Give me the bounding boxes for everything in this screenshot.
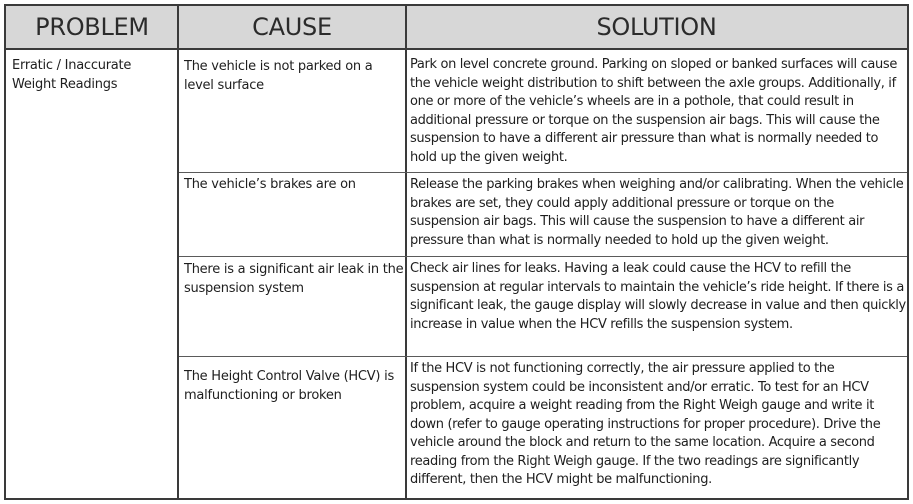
column-divider bbox=[177, 6, 179, 498]
troubleshooting-table bbox=[4, 4, 909, 500]
header-problem: PROBLEM bbox=[6, 6, 178, 50]
row-divider bbox=[179, 356, 907, 357]
cause-cell-3: There is a significant air leak in the suspension system bbox=[184, 262, 404, 296]
solution-cell-4: If the HCV is not functioning correctly, the air pressure applied to the suspension system could be inconsistent and/or erratic. To test for an HCV problem, acquire a weight reading from the Right Weigh gauge and write it down (refer to gauge operating instructions for proper procedure). Drive the vehicle around the block and return to the same location. Acquire a second reading from the Right Weigh gauge. If the two readings are significantly different, then the HCV might be malfunctioning. bbox=[410, 361, 881, 487]
header-cause: CAUSE bbox=[178, 6, 406, 50]
cause-cell-1: The vehicle is not parked on a level surface bbox=[184, 59, 373, 93]
solution-cell-2: Release the parking brakes when weighing and/or calibrating. When the vehicle brakes are set, they could apply additional pressure or torque on the suspension air bags. This will cause the suspension to have a different air pressure than what is normally needed to hold up the given weight. bbox=[410, 177, 904, 248]
column-divider bbox=[405, 6, 407, 498]
cause-cell-2: The vehicle’s brakes are on bbox=[184, 177, 356, 192]
header-solution: SOLUTION bbox=[406, 6, 907, 50]
row-divider bbox=[179, 172, 907, 173]
row-divider bbox=[179, 256, 907, 257]
solution-cell-1: Park on level concrete ground. Parking on sloped or banked surfaces will cause the vehicle weight distribution to shift between the axle groups. Additionally, if one or more of the vehicle’s wheels are in a pothole, that could result in additional pressure or torque on the suspension air bags. This will cause the suspension to have a different air pressure than what is normally needed to hold up the given weight. bbox=[410, 57, 897, 165]
problem-cell: Erratic / Inaccurate Weight Readings bbox=[12, 58, 132, 92]
cause-cell-4: The Height Control Valve (HCV) is malfunctioning or broken bbox=[184, 369, 394, 403]
solution-cell-3: Check air lines for leaks. Having a leak could cause the HCV to refill the suspension at regular intervals to maintain the vehicle’s ride height. If there is a significant leak, the gauge display will slowly decrease in value and then quickly increase in value when the HCV refills the suspension system. bbox=[410, 261, 906, 332]
